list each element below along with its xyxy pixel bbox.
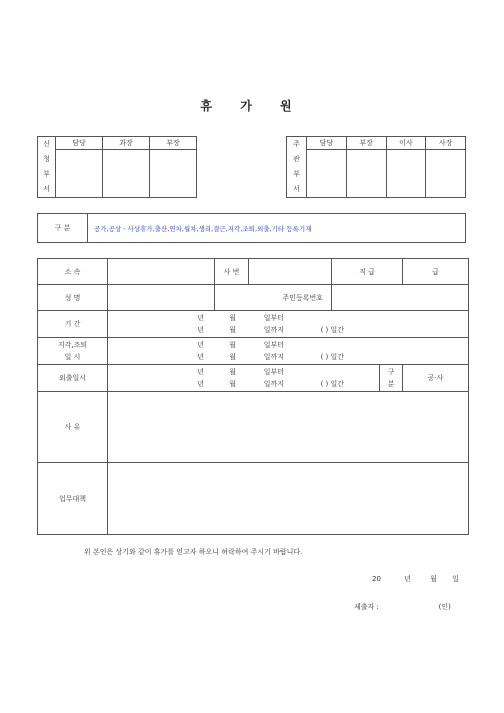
seal-mark: (인) <box>438 603 451 611</box>
signature-cell[interactable] <box>307 150 347 198</box>
signature-cell[interactable] <box>103 150 150 198</box>
grade-label: 직 급 <box>332 259 403 285</box>
period-label: 기 간 <box>38 311 108 338</box>
approval-box-department <box>286 136 466 198</box>
employee-no-field[interactable] <box>249 259 332 285</box>
grade-field[interactable]: 급 <box>403 259 469 285</box>
reason-label: 사 유 <box>38 392 108 463</box>
submitter-line[interactable] <box>354 602 451 612</box>
outing-kind-label: 구 분 <box>380 365 403 392</box>
resident-no-field[interactable] <box>332 285 469 311</box>
date-line[interactable]: 20 년 월 일 <box>372 575 459 583</box>
leave-form-table <box>37 258 469 535</box>
affiliation-field[interactable] <box>108 259 215 285</box>
reason-field[interactable] <box>108 392 469 463</box>
submitter-label: 제출자 : <box>354 603 379 611</box>
outing-label: 외출일시 <box>38 365 108 392</box>
signature-cell[interactable] <box>56 150 103 198</box>
approval-col-header: 부장 <box>346 137 386 150</box>
signature-cell[interactable] <box>426 150 466 198</box>
outing-field[interactable]: 년 월 일부터 년 월 일까지 ( ) 일간 <box>108 365 380 392</box>
request-statement: 위 본인은 상기와 같이 휴가를 얻고자 하오니 허락하여 주시기 바랍니다. <box>84 548 303 556</box>
name-label: 성 명 <box>38 285 108 311</box>
signature-cell[interactable] <box>150 150 197 198</box>
signature-cell[interactable] <box>346 150 386 198</box>
leave-kind-options[interactable]: 공가,공상ㆍ사상휴가,출산,연차,월차,생리,결근,지각,조퇴,외출,기타 등록기재 <box>88 214 466 243</box>
handover-label: 업무대책 <box>38 463 108 535</box>
form-title: 휴 가 원 <box>200 99 304 113</box>
leave-kind-label: 구 분 <box>38 214 88 243</box>
approval-side-label: 주 관 부 서 <box>287 137 307 198</box>
resident-no-label: 주민등록번호 <box>215 285 332 311</box>
approval-side-label: 신 청 부 서 <box>38 137 56 198</box>
approval-col-header: 이사 <box>386 137 426 150</box>
affiliation-label: 소 속 <box>38 259 108 285</box>
handover-field[interactable] <box>108 463 469 535</box>
late-early-field[interactable]: 년 월 일부터 년 월 일까지 ( ) 일간 <box>108 338 469 365</box>
period-field[interactable]: 년 월 일부터 년 월 일까지 ( ) 일간 <box>108 311 469 338</box>
approval-col-header: 담당 <box>56 137 103 150</box>
leave-kind-table <box>37 213 466 243</box>
approval-col-header: 부장 <box>150 137 197 150</box>
approval-box-applicant <box>37 136 197 198</box>
approval-col-header: 과장 <box>103 137 150 150</box>
outing-kind-field[interactable]: 공·사 <box>403 365 469 392</box>
employee-no-label: 사 번 <box>215 259 249 285</box>
approval-col-header: 담당 <box>307 137 347 150</box>
name-field[interactable] <box>108 285 215 311</box>
signature-cell[interactable] <box>386 150 426 198</box>
approval-col-header: 사장 <box>426 137 466 150</box>
late-early-label: 지각,조퇴 일 시 <box>38 338 108 365</box>
